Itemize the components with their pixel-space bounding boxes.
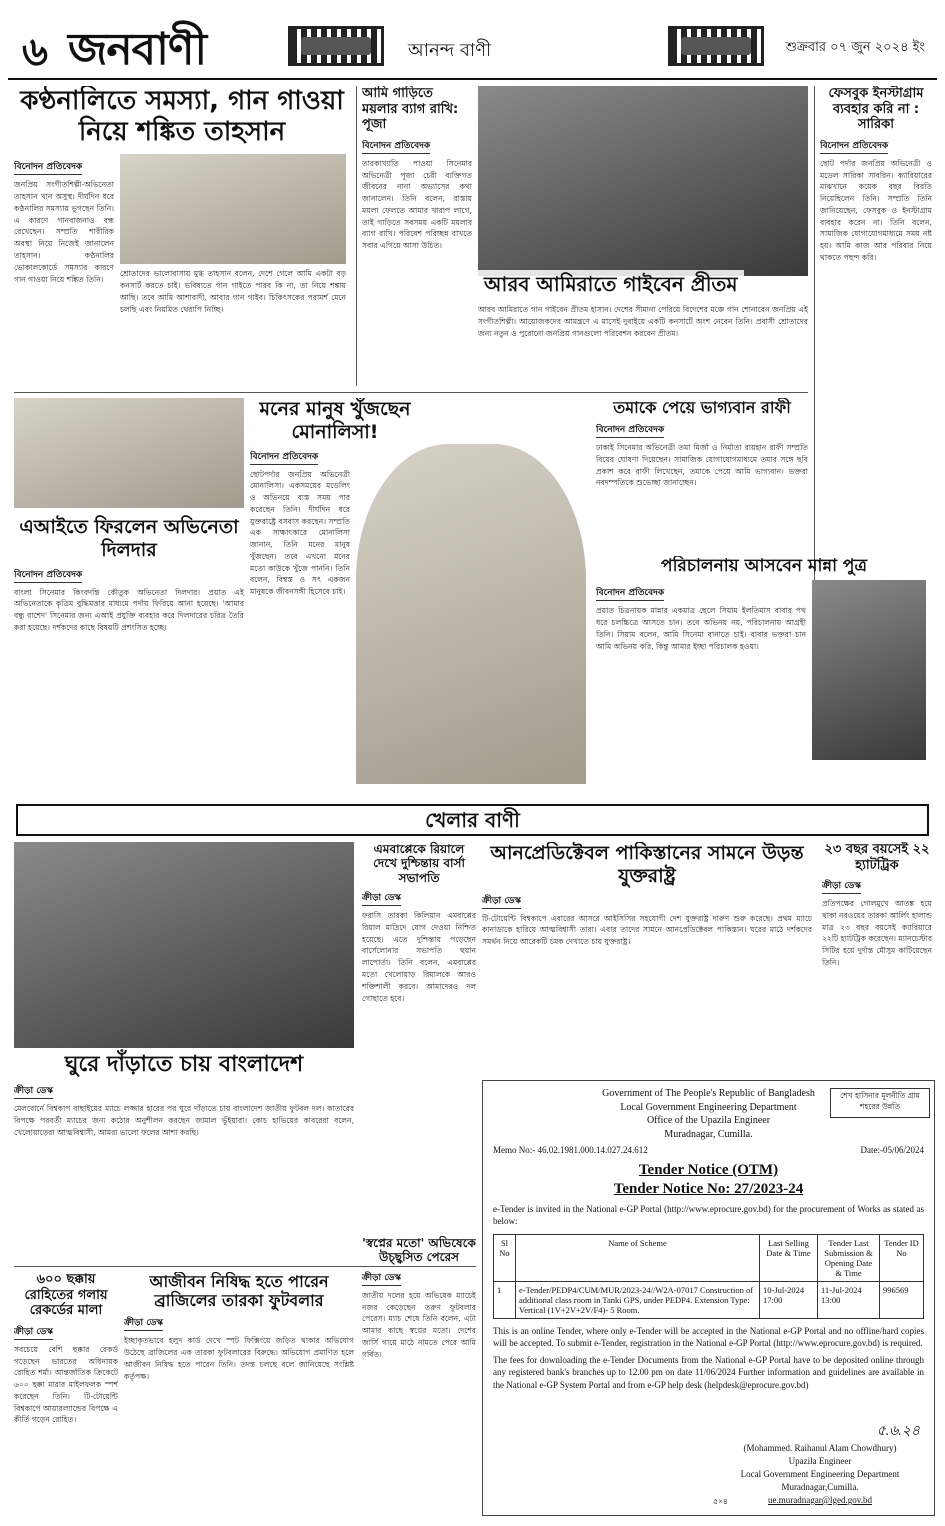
table-header-row: [494, 1234, 924, 1281]
gov-line: Muradnagar, Cumilla.: [664, 1128, 753, 1140]
headline: এমবাপ্পেকে রিয়ালে দেখে দুশ্চিন্তায় বার্সা সভাপতি: [373, 842, 465, 885]
article-body: প্রতিপক্ষের গোলমুখে আতঙ্ক হয়ে থাকা নরওয়ের তারকা আর্লিং হালান্ড মাত্র ২৩ বছর বয়সেই ক্যারিয়ারে ২২টি হ্যাটট্রিক করেছেন। ম্যানচেস্টার সিটির হয়ে দুর্দান্ত মৌসুম কাটিয়েছেন তিনি।: [822, 899, 932, 968]
slogan-box: শেখ হাসিনার মূলনীতি গ্রাম শহরের উন্নতি: [830, 1088, 930, 1118]
table-cell: 1: [494, 1281, 516, 1318]
officer-dept: Local Government Engineering Department: [740, 1468, 900, 1479]
byline: ক্রীড়া ডেস্ক: [362, 1270, 401, 1286]
byline: ক্রীড়া ডেস্ক: [124, 1315, 163, 1331]
photo-football-training: [14, 842, 354, 1048]
article-rohit: [14, 1272, 118, 1516]
tender-intro: e-Tender is invited in the National e-GP Portal (http://www.eprocure.gov.bd) for the procurement of Works as stated as below:: [493, 1203, 924, 1227]
column-header: Tender ID No: [880, 1234, 924, 1281]
article-body: প্রয়াত চিত্রনায়ক মান্নার একমাত্র ছেলে সিয়াম ইলতিমাস বাবার পথ ধরে চলচ্চিত্রে আসতে চান। তবে অভিনয় নয়, পরিচালনায় আগ্রহী তিনি। সিয়াম বলেন, আমি সিনেমা বানাতে চাই। বাবার ভক্তরা চান আমি অভিনয় করি, কিন্তু আমার ইচ্ছা পরিচালক হওয়া।: [596, 606, 806, 651]
column-header: Name of Scheme: [516, 1234, 760, 1281]
headline: কণ্ঠনালিতে সমস্যা, গান গাওয়া নিয়ে শঙ্কিত তাহসান: [20, 86, 344, 148]
article-body: সবচেয়ে বেশি ছক্কার রেকর্ড গড়েছেন ভারতের অধিনায়ক রোহিত শর্মা। আন্তর্জাতিক ক্রিকেটে ৬০০ ছক্কা মারার মাইলফলক স্পর্শ করেছেন তিনি। টি-টোয়েন্টি বিশ্বকাপে আয়ারল্যান্ডের বিপক্ষে এ কীর্তি গড়েন রোহিত।: [14, 1344, 118, 1425]
byline: বিনোদন প্রতিবেদক: [14, 567, 82, 583]
headline: 'স্বপ্নের মতো' অভিষেকে উচ্ছ্বসিত পেরেস: [362, 1236, 476, 1265]
article-dildar: [14, 398, 244, 798]
dateline: শুক্রবার ০৭ জুন ২০২৪ ইং: [785, 40, 925, 55]
article-pritom: [478, 86, 808, 386]
article-body: শ্রোতাদের ভালোবাসায় মুগ্ধ তাহসান বলেন, দেশে গেলে আমি একটা বড় কনসার্ট করতে চাই। ভবিষ্যতে গান গাইতে পারব কি না, তা নিয়ে শঙ্কায় আছি। তবে আমি আশাবাদী, আবার গান গাইব। চিকিৎসকের পরামর্শ মেনে চলছি এবং নিয়মিত থেরাপি নিচ্ছি।: [120, 269, 346, 314]
column-header: Tender Last Submission & Opening Date & Time: [818, 1234, 880, 1281]
article-body: ঢাকাই সিনেমার অভিনেত্রী তমা মির্জা ও নির্মাতা রায়হান রাফী সম্প্রতি বিয়ের ঘোষণা দিয়েছেন। সামাজিক যোগাযোগমাধ্যমে তমার সঙ্গে ছবি প্রকাশ করে রাফী লিখেছেন, তমাকে পেয়ে আমি ভাগ্যবান। ভক্তরা নবদম্পতিকে শুভেচ্ছা জানাচ্ছেন।: [596, 443, 808, 488]
byline: বিনোদন প্রতিবেদক: [820, 138, 888, 154]
headline: এআইতে ফিরলেন অভিনেতা দিলদার: [19, 516, 239, 561]
byline: ক্রীড়া ডেস্ক: [822, 878, 861, 894]
table-cell: 996569: [880, 1281, 924, 1318]
article-usa: [482, 842, 812, 1074]
headline: ৬০০ ছক্কায় রোহিতের গলায় রেকর্ডের মালা: [24, 1272, 108, 1319]
gov-line: Local Government Engineering Department: [620, 1101, 797, 1113]
table-row: [494, 1281, 924, 1318]
notice-date: Date:-05/06/2024: [860, 1145, 924, 1155]
table-cell: 10-Jul-2024 17:00: [760, 1281, 818, 1318]
tender-notice: [482, 1080, 935, 1516]
article-manna: [596, 556, 932, 798]
byline: ক্রীড়া ডেস্ক: [362, 890, 401, 906]
page-number: ৬: [22, 29, 49, 75]
signature: ৫.৬.২৪: [876, 1424, 920, 1439]
film-reel-icon: [668, 26, 764, 66]
article-barsa: [362, 842, 476, 1232]
headline: ফেসবুক ইনস্টাগ্রাম ব্যবহার করি না : সারিকা: [828, 86, 924, 133]
article-body: ছোটপর্দার জনপ্রিয় অভিনেত্রী মোনালিসা। একসময়ের মডেলিং ও অভিনয়ে ব্যস্ত সময় পার করেছেন তিনি। দীর্ঘদিন ধরে যুক্তরাষ্ট্রে বসবাস করছেন। সম্প্রতি এক সাক্ষাৎকারে মোনালিসা জানান, তিনি মনের মানুষ খুঁজছেন। তবে এখনো মনের মতো কাউকে খুঁজে পাননি। তিনি বলেন, বিশ্বস্ত ও সৎ একজন মানুষকে জীবনসঙ্গী হিসেবে চাই।: [250, 469, 350, 597]
memo-number: Memo No:- 46.02.1981.000.14.027.24.612: [493, 1145, 648, 1155]
headline: মনের মানুষ খুঁজছেন মোনালিসা!: [259, 398, 411, 443]
article-rafi: [596, 398, 808, 548]
tender-title: Tender Notice (OTM): [638, 1162, 779, 1178]
officer-email: ue.muradnagar@lged.gov.bd: [768, 1494, 872, 1505]
photo-tahsan: [120, 154, 346, 264]
officer-name: (Mohammed. Raihanul Alam Chowdhury): [743, 1442, 897, 1453]
article-tahsan: [14, 86, 350, 386]
article-body: তারকাখ্যাতি পাওয়া সিনেমার অভিনেত্রী পূজা চেরী ব্যক্তিগত জীবনের নানা অভ্যাসের কথা জানালেন। তিনি বলেন, রাস্তায় ময়লা ফেলতে আমার খারাপ লাগে, তাই গাড়িতে সবসময় একটি ময়লার ব্যাগ রাখি। পরিবেশ পরিচ্ছন্ন রাখতে সবার এগিয়ে আসা উচিত।: [362, 158, 472, 251]
photo-monalisa: [356, 444, 586, 784]
headline: আরব আমিরাতে গাইবেন প্রীতম: [478, 270, 744, 298]
article-monalisa: [250, 398, 590, 798]
headline: ২৩ বছর বয়সেই ২২ হ্যাটট্রিক: [824, 842, 930, 873]
table-cell: 11-Jul-2024 13:00: [818, 1281, 880, 1318]
photo-pritom: [478, 86, 808, 276]
column-header: Sl No: [494, 1234, 516, 1281]
byline: ক্রীড়া ডেস্ক: [14, 1324, 53, 1340]
byline: বিনোদন প্রতিবেদক: [250, 449, 318, 465]
article-sarika: [820, 86, 932, 586]
article-body: ফরাসি তারকা কিলিয়ান এমবাপ্পের রিয়াল মাদ্রিদে যোগ দেওয়া নিশ্চিত হয়েছে। এতে দুশ্চিন্তায় পড়েছেন বার্সেলোনার সভাপতি হুয়ান লাপোর্তা। তিনি বলেন, এমবাপ্পের মতো খেলোয়াড় রিয়ালকে আরও শক্তিশালী করবে। আমাদেরও দল গোছাতে হবে।: [362, 911, 476, 1003]
byline: বিনোদন প্রতিবেদক: [596, 422, 664, 438]
gov-line: Office of the Upazila Engineer: [646, 1115, 771, 1126]
article-puja: [362, 86, 472, 386]
tender-para: This is an online Tender, where only e-Tender will be accepted in the National e-GP Portal and no offline/hard copies will be accepted. To submit e-Tender, registration in the National e-GP Portal (http://www.eprocure.gov.bd) is required.: [493, 1325, 924, 1349]
film-reel-icon: [288, 26, 384, 66]
article-bangladesh: [14, 842, 354, 1262]
byline: ক্রীড়া ডেস্ক: [14, 1083, 53, 1099]
newspaper-logo: জনবাণী: [68, 24, 207, 75]
headline: আনপ্রেডিক্টেবল পাকিস্তানের সামনে উড়ন্ত যুক্তরাষ্ট্র: [490, 842, 804, 887]
officer-designation: Upazila Engineer: [788, 1455, 852, 1466]
ad-dimensions: ৫×৪: [713, 1497, 728, 1506]
tender-table: [493, 1234, 924, 1319]
tender-number: Tender Notice No: 27/2023-24: [613, 1180, 804, 1197]
headline: পরিচালনায় আসবেন মান্না পুত্র: [661, 556, 867, 576]
headline: ঘুরে দাঁড়াতে চায় বাংলাদেশ: [64, 1052, 304, 1077]
tender-para: The fees for downloading the e-Tender Documents from the National e-GP Portal have to be deposited online through any registered bank's branches up to 12.00 pm on date 11/06/2024 Further information and guidelines are available in the National e-GP System Portal and from e-GP help desk (helpdesk@eprocure.gov.bd): [493, 1354, 924, 1391]
article-peres: [362, 1236, 476, 1516]
byline: বিনোদন প্রতিবেদক: [362, 138, 430, 154]
headline: আজীবন নিষিদ্ধ হতে পারেন ব্রাজিলের তারকা ফুটবলার: [149, 1272, 329, 1311]
gov-line: Government of The People's Republic of Bangladesh: [602, 1088, 815, 1099]
article-body: জাতীয় দলের হয়ে অভিষেক ম্যাচেই নজর কেড়েছেন তরুণ ফুটবলার পেরেস। ম্যাচ শেষে তিনি বলেন, এটা আমার কাছে স্বপ্নের মতো। দেশের জার্সি গায়ে মাঠে নামতে পেরে আমি গর্বিত।: [362, 1290, 476, 1359]
article-body: মেলবোর্নে বিশ্বকাপ বাছাইয়ের ম্যাচে লজ্জার হারের পর ঘুরে দাঁড়াতে চায় বাংলাদেশ জাতীয় ফুটবল দল। কাতারের বিপক্ষে পরবর্তী ম্যাচের জন্য কঠোর অনুশীলন করছেন জামাল ভূঁইয়ারা। কোচ হাভিয়ের কাবরেরা বলেন, খেলোয়াড়েরা আত্মবিশ্বাসী, আমরা ভালো ফলের আশা করছি।: [14, 1104, 354, 1137]
article-body: বাংলা সিনেমার কিংবদন্তি কৌতুক অভিনেতা দিলদার। প্রয়াত এই অভিনেতাকে কৃত্রিম বুদ্ধিমত্তার মাধ্যমে পর্দায় ফিরিয়ে আনা হয়েছে। 'আমার বন্ধু রাশেদ' সিনেমার জন্য এআই প্রযুক্তি ব্যবহার করে দিলদারের চরিত্র তৈরি করা হয়েছে। দর্শকদের কাছে বিষয়টি প্রশংসিত হচ্ছে।: [14, 587, 244, 632]
masthead: [8, 8, 937, 80]
article-body: ইচ্ছাকৃতভাবে হলুদ কার্ড দেখে স্পট ফিক্সিংয়ে জড়িত থাকার অভিযোগ উঠেছে ব্রাজিলের এক তারকা ফুটবলারের বিরুদ্ধে। অভিযোগ প্রমাণিত হলে আজীবন নিষিদ্ধ হতে পারেন তিনি। তদন্ত চলছে বলে জানিয়েছে সংশ্লিষ্ট কর্তৃপক্ষ।: [124, 1336, 354, 1381]
officer-place: Muradnagar,Cumilla.: [781, 1481, 859, 1492]
section-title: আনন্দ বাণী: [408, 40, 492, 61]
photo-siam: [812, 580, 926, 760]
article-hattrick: [822, 842, 932, 1074]
byline: বিনোদন প্রতিবেদক: [14, 159, 82, 175]
headline: তমাকে পেয়ে ভাগ্যবান রাফী: [613, 398, 791, 417]
byline: বিনোদন প্রতিবেদক: [596, 585, 664, 601]
article-body: আরব আমিরাতে গান গাইবেন প্রীতম হাসান। দেশের সীমানা পেরিয়ে বিদেশের মঞ্চে গান শোনাবেন জনপ্রিয় এই সংগীতশিল্পী। আয়োজকদের আমন্ত্রণে এ মাসেই দুবাইয়ে একটি কনসার্টে অংশ নেবেন তিনি। প্রবাসী শ্রোতাদের জন্য নতুন ও পুরোনো জনপ্রিয় গানগুলো পরিবেশন করবেন প্রীতম।: [478, 305, 808, 338]
table-cell: e-Tender/PEDP4/CUM/MUR/2023-24//W2A-07017 Construction of additional class room in Tanki GPS, under PEDP4. Extension Type: Vertical (1V+2V+2V/F4)- 5 Room.: [516, 1281, 760, 1318]
headline: আমি গাড়িতে ময়লার ব্যাগ রাখি: পূজা: [362, 86, 459, 133]
section-banner: খেলার বাণী: [16, 804, 929, 836]
column-header: Last Selling Date & Time: [760, 1234, 818, 1281]
article-body: জনপ্রিয় সংগীতশিল্পী-অভিনেতা তাহসান খান অসুস্থ। দীর্ঘদিন ধরে কণ্ঠনালির সমস্যায় ভুগছেন তিনি। এ কারণে গানবাজনাও বন্ধ রেখেছেন। সম্প্রতি শারীরিক অবস্থা নিয়ে নিজেই জানালেন তাহসান। কণ্ঠনালির ভোকালকোর্ডে সমস্যার কারণে গান গাওয়া নিয়ে শঙ্কিত তিনি।: [14, 180, 114, 284]
article-brazil: [124, 1272, 354, 1516]
byline: ক্রীড়া ডেস্ক: [482, 893, 521, 909]
article-body: ছোট পর্দার জনপ্রিয় অভিনেত্রী ও মডেল সারিকা সাবরিন। ক্যারিয়ারের মাঝখানে কয়েক বছর বিরতি নিয়েছিলেন তিনি। সম্প্রতি তিনি জানিয়েছেন, ফেসবুক ও ইনস্টাগ্রাম ব্যবহার করেন না। তিনি বলেন, সামাজিক যোগাযোগমাধ্যমে সময় নষ্ট হয়। আমি কাজ আর পরিবার নিয়ে থাকতে পছন্দ করি।: [820, 158, 932, 262]
article-body: টি-টোয়েন্টি বিশ্বকাপে এবারের আসরে আইসিসির সহযোগী দেশ যুক্তরাষ্ট্র দারুণ শুরু করেছে। প্রথম ম্যাচে কানাডাকে হারিয়ে আত্মবিশ্বাসী তারা। এবার তাদের সামনে আনপ্রেডিক্টেবল পাকিস্তান। ঘরের মাঠে দর্শকদের সমর্থন নিয়ে আরেকটি চমক দেখাতে চায় যুক্তরাষ্ট্র।: [482, 913, 812, 947]
photo-dildar: [14, 398, 244, 508]
